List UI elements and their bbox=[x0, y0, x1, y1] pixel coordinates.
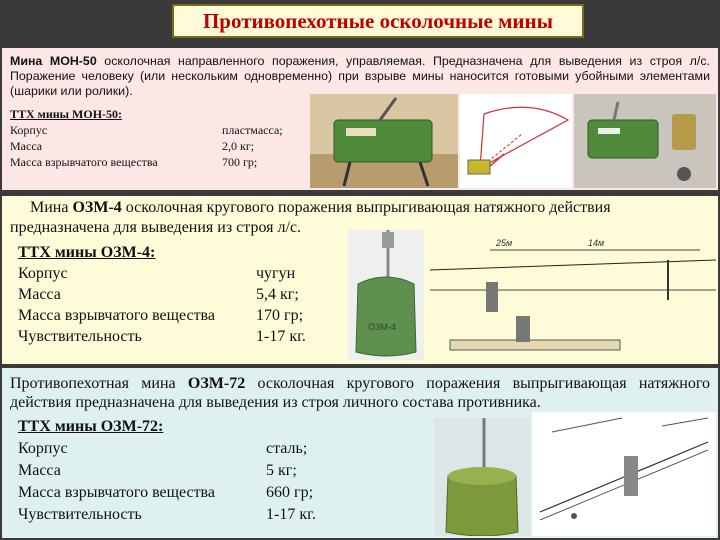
ozm4-intro-prefix: Мина bbox=[30, 199, 73, 216]
spec-value: сталь; bbox=[266, 440, 308, 457]
spec-key: Корпус bbox=[10, 123, 48, 137]
ozm4-name: ОЗМ-4 bbox=[72, 199, 122, 216]
spec-row bbox=[18, 284, 306, 305]
spec-key: Чувствительность bbox=[18, 506, 142, 523]
mon50-device-photo bbox=[574, 94, 716, 188]
spec-key: Корпус bbox=[18, 440, 68, 457]
spec-value: пластмасса; bbox=[222, 123, 283, 137]
spec-row bbox=[18, 482, 316, 504]
spec-row bbox=[10, 122, 283, 138]
mon50-specs bbox=[10, 106, 283, 170]
spec-key: Масса взрывчатого вещества bbox=[18, 484, 215, 501]
ozm72-name: ОЗМ-72 bbox=[187, 375, 246, 392]
spec-key: Масса bbox=[18, 286, 61, 303]
page-title: Противопехотные осколочные мины bbox=[202, 8, 554, 33]
mon50-sector-diagram bbox=[460, 94, 572, 188]
ozm72-intro bbox=[10, 374, 710, 412]
ozm72-description: осколочная кругового поражения выпрыгивающая натяжного действия предназначена для выведения из строя личного состава противника. bbox=[10, 375, 710, 411]
ozm4-description: осколочная кругового поражения выпрыгивающая натяжного действия предназначена для выведения из строя л/с. bbox=[10, 199, 611, 236]
ozm4-panel bbox=[2, 196, 718, 364]
spec-row bbox=[10, 138, 283, 154]
title-box bbox=[172, 4, 584, 38]
ozm72-ttx-header: ТТХ мины ОЗМ-72: bbox=[18, 418, 164, 435]
spec-key: Масса bbox=[10, 139, 43, 153]
spec-key: Масса взрывчатого вещества bbox=[10, 155, 158, 169]
mon50-description: осколочная направленного поражения, управляемая. Предназначена для выведения из строя л/с. Поражение человеку (или нескольким одновременно) при взрыве мины наносится готовыми убойными элементами (шарики или ролики). bbox=[10, 54, 710, 98]
spec-key: Корпус bbox=[18, 265, 68, 282]
spec-row bbox=[10, 154, 283, 170]
ozm72-install-diagram bbox=[532, 412, 716, 536]
ozm4-specs bbox=[18, 242, 306, 347]
mon50-intro bbox=[10, 54, 710, 99]
mon50-name: Мина МОН-50 bbox=[10, 54, 97, 68]
spec-value: 1-17 кг. bbox=[256, 328, 306, 345]
ozm4-photo bbox=[348, 230, 424, 360]
spec-row bbox=[18, 438, 316, 460]
ozm4-diagram-label: 25м bbox=[496, 238, 513, 248]
spec-key: Масса bbox=[18, 462, 61, 479]
ozm72-photo bbox=[434, 418, 530, 536]
ozm72-intro-prefix: Противопехотная мина bbox=[10, 375, 188, 392]
spec-row bbox=[18, 504, 316, 526]
ozm72-panel bbox=[2, 368, 718, 538]
ozm72-specs bbox=[18, 416, 316, 526]
spec-value: 5 кг; bbox=[266, 462, 297, 479]
mon50-panel bbox=[2, 48, 718, 190]
ozm4-ttx-header: ТТХ мины ОЗМ-4: bbox=[18, 244, 156, 261]
spec-row bbox=[18, 263, 306, 284]
ozm4-diagram-label: 14м bbox=[588, 238, 605, 248]
ozm4-photo-label: ОЗМ-4 bbox=[368, 322, 396, 332]
spec-value: 660 гр; bbox=[266, 484, 314, 501]
mon50-photo bbox=[310, 94, 458, 188]
spec-row bbox=[18, 460, 316, 482]
spec-value: 1-17 кг. bbox=[266, 506, 316, 523]
spec-value: чугун bbox=[256, 265, 296, 282]
spec-value: 2,0 кг; bbox=[222, 139, 255, 153]
spec-value: 5,4 кг; bbox=[256, 286, 299, 303]
spec-row bbox=[18, 326, 306, 347]
spec-row bbox=[18, 305, 306, 326]
mon50-ttx-header: ТТХ мины МОН-50: bbox=[10, 107, 123, 121]
spec-value: 170 гр; bbox=[256, 307, 304, 324]
spec-value: 700 гр; bbox=[222, 155, 258, 169]
spec-key: Масса взрывчатого вещества bbox=[18, 307, 215, 324]
spec-key: Чувствительность bbox=[18, 328, 142, 345]
ozm4-install-diagram bbox=[430, 230, 716, 360]
